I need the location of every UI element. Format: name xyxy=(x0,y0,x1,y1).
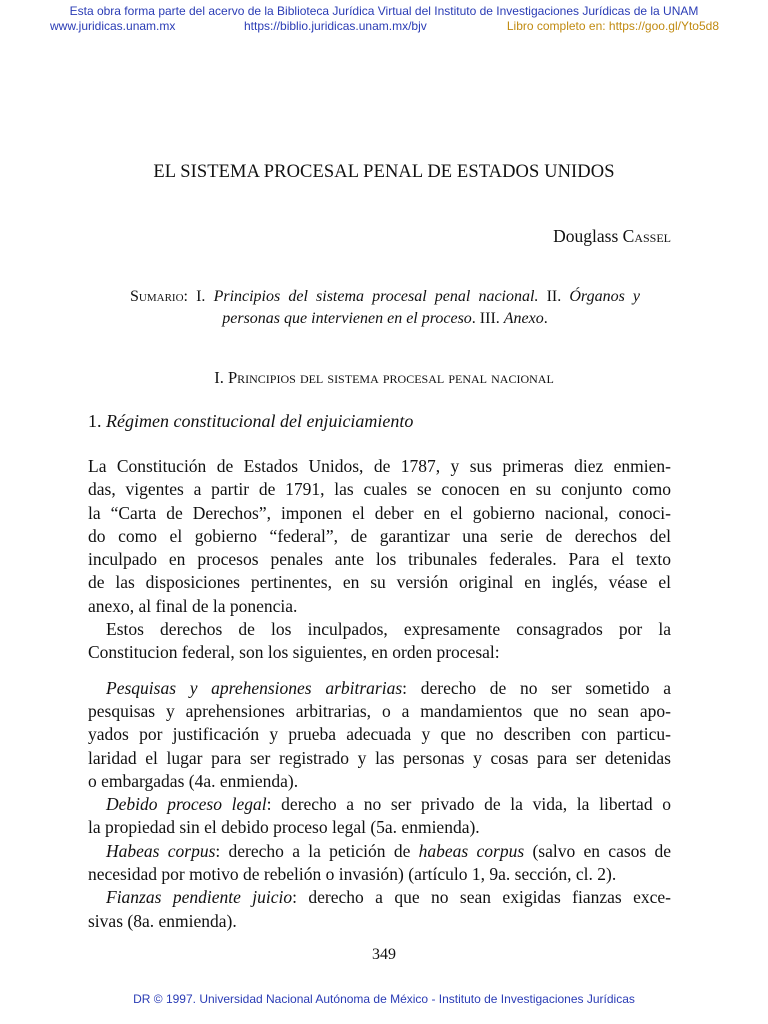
subsection-heading xyxy=(88,411,413,432)
paragraph: o embargadas (4a. enmienda). xyxy=(88,770,299,791)
page-title: EL SISTEMA PROCESAL PENAL DE ESTADOS UNIDOS xyxy=(153,162,615,182)
page-number: 349 xyxy=(372,946,396,963)
full-book-link[interactable]: Libro completo en: https://goo.gl/Yto5d8 xyxy=(506,19,719,33)
summary-label: Sumario xyxy=(130,288,184,305)
footer-copyright: DR © 1997. Universidad Nacional Autónoma de México - Instituto de Investigaciones Jurídicas xyxy=(133,992,635,1006)
summary-text: . xyxy=(543,310,548,327)
subsection-number: 1. xyxy=(88,411,106,431)
author-last-name: Cassel xyxy=(622,226,671,246)
paragraph: la propiedad sin el debido proceso legal (5a. enmienda). xyxy=(88,817,480,838)
paragraph: yados por justificación y prueba adecuada y que no describen con particu- xyxy=(88,724,671,745)
paragraph: Constitucion federal, son los siguientes, en orden procesal: xyxy=(88,642,500,663)
right-item: Habeas corpus: derecho a la petición de habeas corpus (salvo en casos de xyxy=(106,840,672,861)
paragraph: sivas (8a. enmienda). xyxy=(88,910,237,931)
paragraph: laridad el lugar para ser registrado y las personas y cosas para ser detenidas xyxy=(88,747,671,768)
right-item: Debido proceso legal: derecho a no ser privado de la vida, la libertad o xyxy=(106,794,672,815)
subsection-title: Régimen constitucional del enjuiciamiento xyxy=(106,411,414,431)
paragraph: das, vigentes a partir de 1791, las cuales se conocen en su conjunto como xyxy=(88,479,671,500)
header-notice: Esta obra forma parte del acervo de la Biblioteca Jurídica Virtual del Instituto de Investigaciones Jurídicas de la UNAM xyxy=(69,4,699,18)
author xyxy=(553,226,671,247)
author-first-name: Douglass xyxy=(553,226,619,246)
paragraph: necesidad por motivo de rebelión o invasión) (artículo 1, 9a. sección, cl. 2). xyxy=(88,864,617,885)
body-text xyxy=(88,455,671,933)
summary-item-1: Principios del sistema procesal penal nacional. xyxy=(213,288,539,305)
summary-item-3: Anexo xyxy=(503,310,544,327)
bjv-link[interactable]: https://biblio.juridicas.unam.mx/bjv xyxy=(244,19,427,33)
section-heading: I. Principios del sistema procesal penal nacional xyxy=(214,368,554,387)
site-link[interactable]: www.juridicas.unam.mx xyxy=(50,19,176,33)
summary-item-2: Órganos y personas que intervienen en el proceso xyxy=(222,288,641,327)
summary: Sumario: I. Principios del sistema procesal penal nacional. II. Órganos y personas que intervienen en el proceso. III. Anexo. xyxy=(130,288,641,327)
paragraph: Estos derechos de los inculpados, expresamente consagrados por la xyxy=(106,619,671,640)
right-item: Fianzas pendiente juicio: derecho a que no sean exigidas fianzas exce- xyxy=(106,887,671,908)
paragraph: do como el gobierno “federal”, de garantizar una serie de derechos del xyxy=(88,525,671,546)
paragraph: La Constitución de Estados Unidos, de 1787, y sus primeras diez enmien- xyxy=(88,456,671,476)
summary-text: . III. xyxy=(471,310,504,327)
paragraph: inculpado en procesos penales ante los tribunales federales. Para el texto xyxy=(88,549,671,570)
summary-text: I. xyxy=(187,288,214,305)
summary-text: II. xyxy=(538,288,570,305)
paragraph: la “Carta de Derechos”, imponen el deber en el gobierno nacional, conoci- xyxy=(88,502,671,523)
paragraph: anexo, al final de la ponencia. xyxy=(88,595,298,616)
paragraph: de las disposiciones pertinentes, en su versión original en inglés, véase el xyxy=(88,572,671,593)
paragraph: pesquisas y aprehensiones arbitrarias, o a mandamientos que no sean apo- xyxy=(88,700,671,721)
right-item: Pesquisas y aprehensiones arbitrarias: derecho de no ser sometido a xyxy=(106,677,671,698)
